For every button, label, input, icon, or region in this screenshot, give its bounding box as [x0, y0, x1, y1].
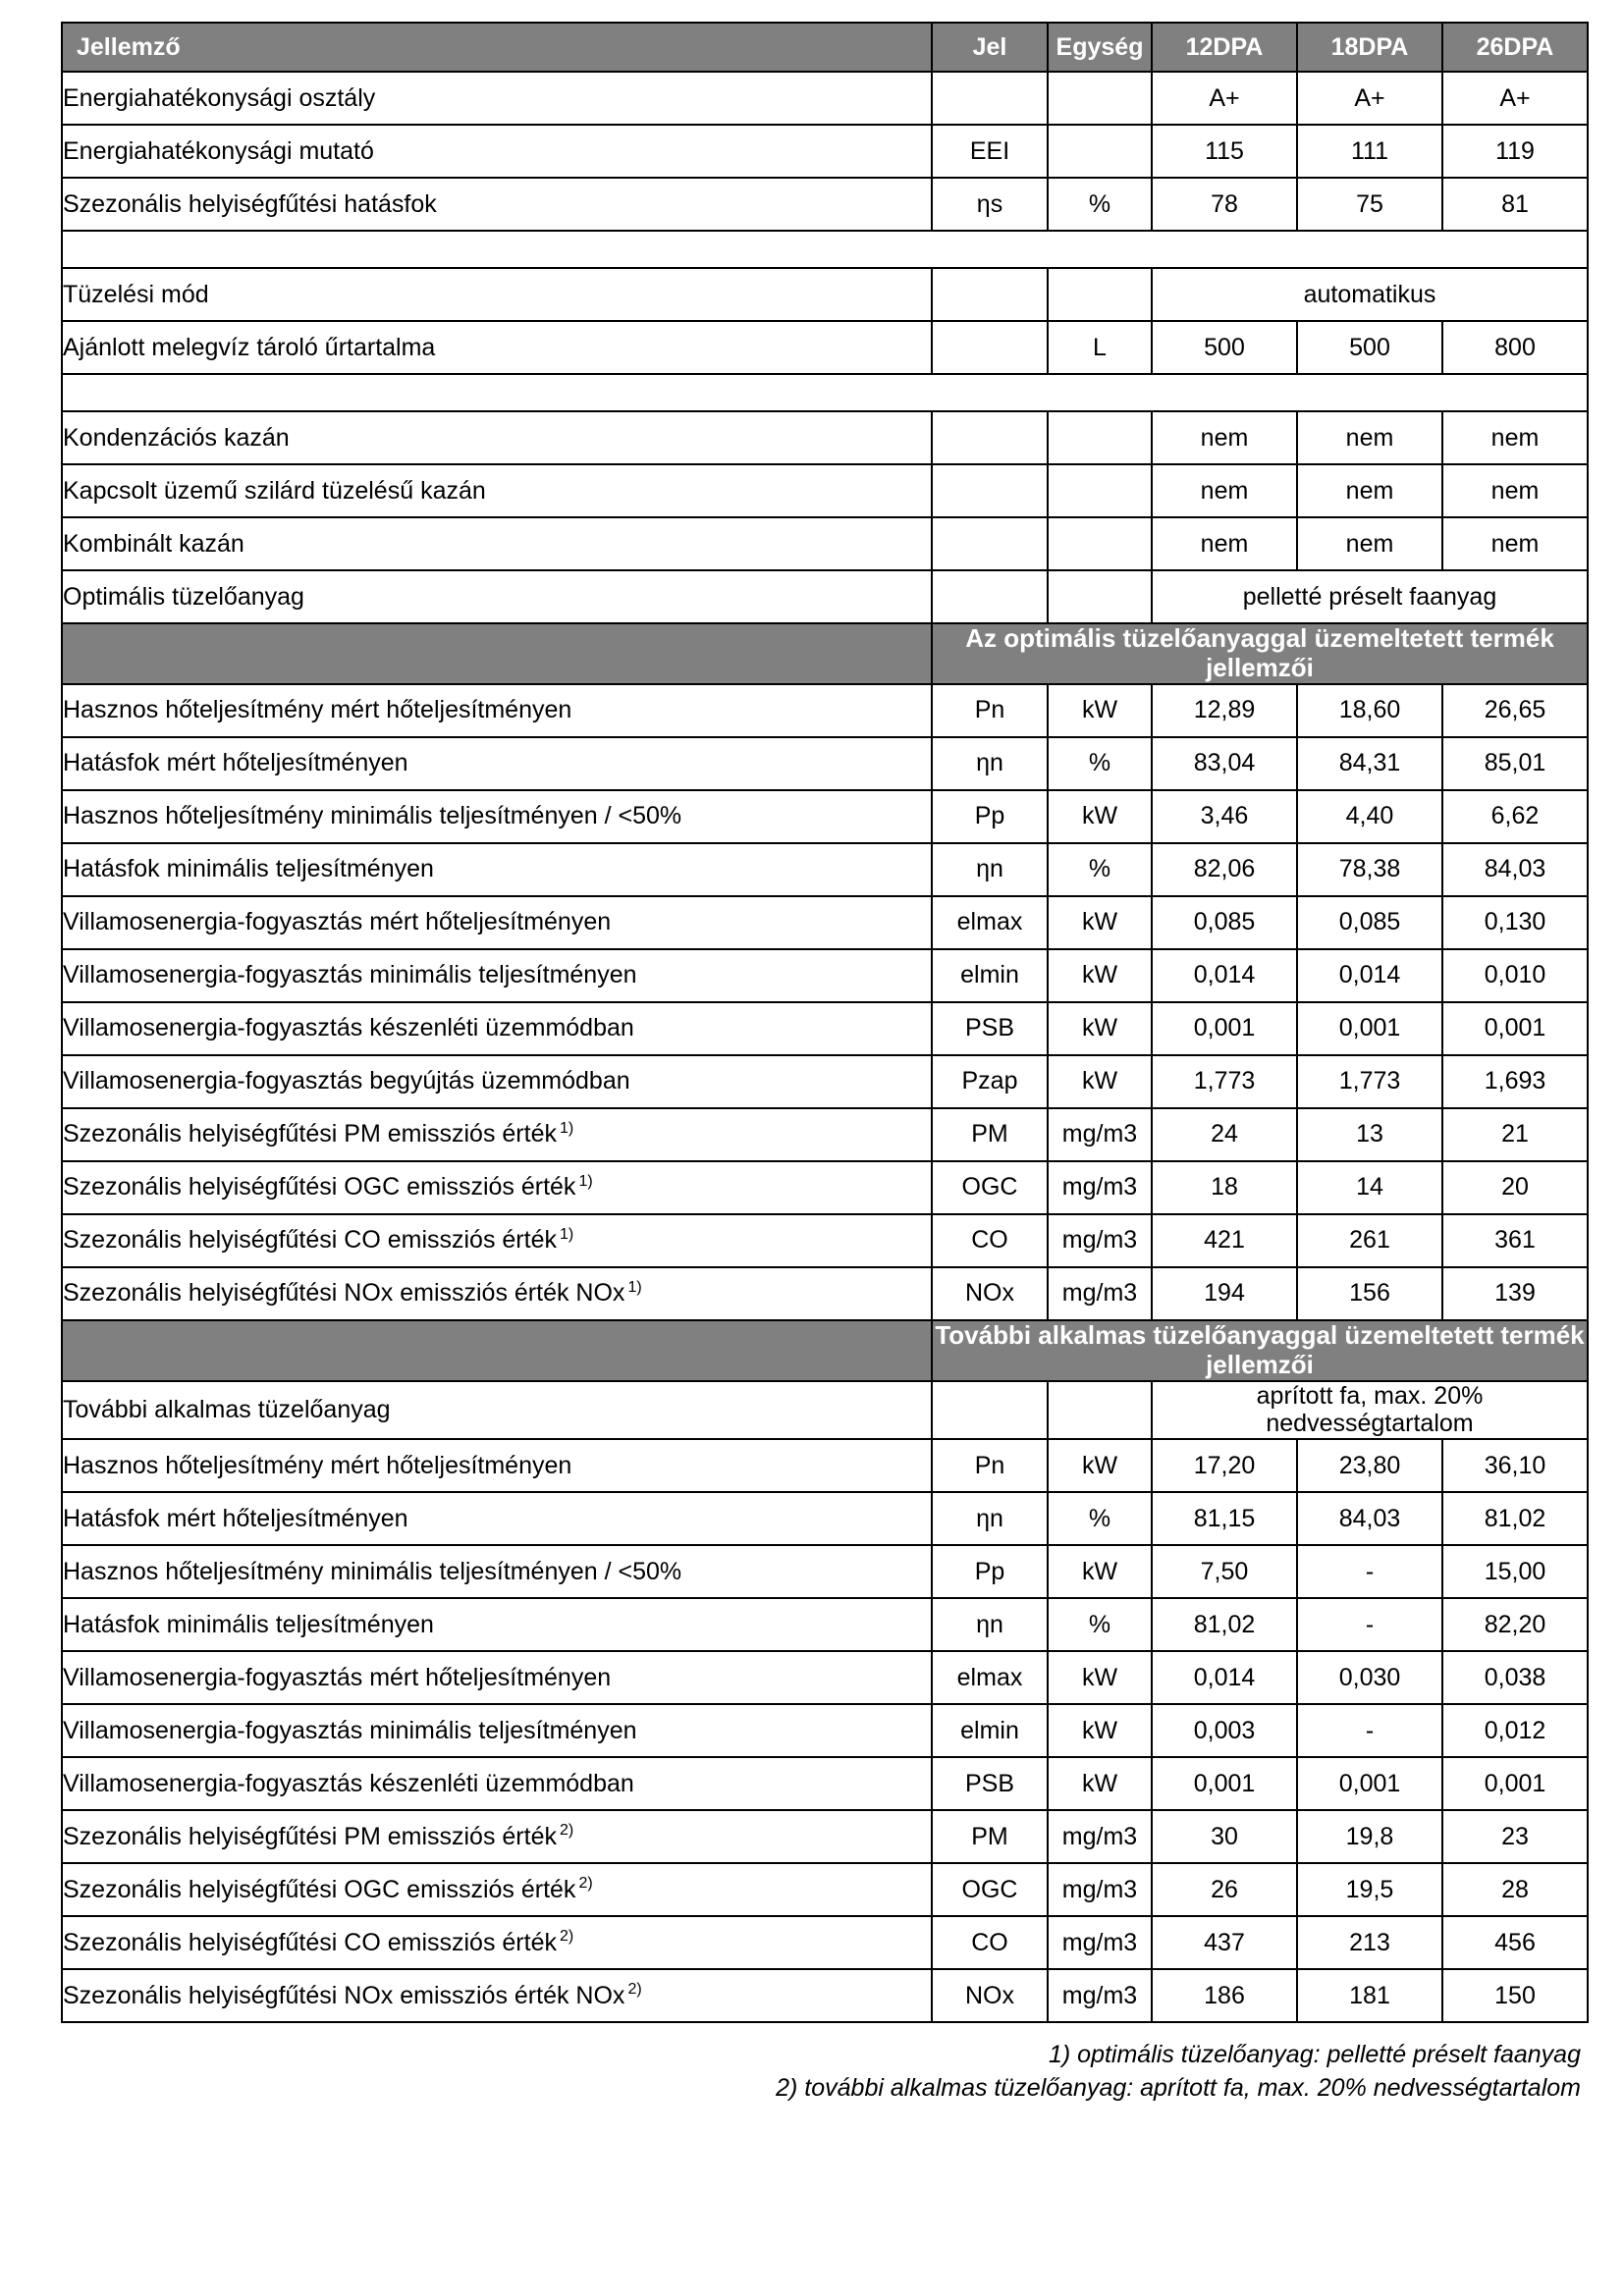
- section-title: További alkalmas tüzelőanyaggal üzemeltetett termék jellemzői: [932, 1320, 1588, 1381]
- spacer-cell: [62, 231, 1588, 268]
- row-unit: kW: [1048, 1439, 1152, 1492]
- row-value-18dpa: 0,001: [1297, 1002, 1442, 1055]
- row-value-12dpa: 500: [1152, 321, 1297, 374]
- row-value-12dpa: 3,46: [1152, 790, 1297, 843]
- row-value-12dpa: nem: [1152, 411, 1297, 464]
- row-value-18dpa: 13: [1297, 1108, 1442, 1161]
- row-value-12dpa: 194: [1152, 1267, 1297, 1320]
- footnote-marker: 2): [559, 1822, 574, 1840]
- row-value-12dpa: 115: [1152, 125, 1297, 178]
- row-unit: L: [1048, 321, 1152, 374]
- column-header-model-18dpa: 18DPA: [1297, 23, 1442, 72]
- row-value-12dpa: 0,085: [1152, 896, 1297, 949]
- row-value-12dpa: 0,014: [1152, 949, 1297, 1002]
- row-value-18dpa: 1,773: [1297, 1055, 1442, 1108]
- section-band-pad: [62, 1320, 932, 1381]
- row-value-18dpa: 75: [1297, 178, 1442, 231]
- row-value-12dpa: 81,15: [1152, 1492, 1297, 1545]
- footnotes: [61, 2039, 1587, 2106]
- table-row: [62, 1969, 1588, 2022]
- row-label: Villamosenergia-fogyasztás minimális teljesítményen: [62, 949, 932, 1002]
- row-value-26dpa: 0,010: [1442, 949, 1588, 1002]
- row-symbol: Pzap: [932, 1055, 1048, 1108]
- row-value-26dpa: 23: [1442, 1810, 1588, 1863]
- footnote-marker: 1): [559, 1226, 574, 1244]
- row-value-26dpa: 21: [1442, 1108, 1588, 1161]
- row-label: Szezonális helyiségfűtési PM emissziós érték $^{1)}$: [62, 1108, 932, 1161]
- table-row: [62, 72, 1588, 125]
- section-header-optimal-fuel: [62, 623, 1588, 684]
- row-unit: mg/m3: [1048, 1161, 1152, 1214]
- table-row: [62, 684, 1588, 737]
- row-unit: kW: [1048, 1651, 1152, 1704]
- row-label: Szezonális helyiségfűtési CO emissziós érték $^{2)}$: [62, 1916, 932, 1969]
- row-symbol: NOx: [932, 1267, 1048, 1320]
- table-row: [62, 1161, 1588, 1214]
- table-row: [62, 517, 1588, 570]
- spacer-row: [62, 374, 1588, 411]
- row-symbol: NOx: [932, 1969, 1048, 2022]
- row-unit: mg/m3: [1048, 1810, 1152, 1863]
- footnote-2: 2) további alkalmas tüzelőanyag: aprított fa, max. 20% nedvességtartalom: [776, 2073, 1581, 2102]
- row-value-12dpa: A+: [1152, 72, 1297, 125]
- column-header-symbol: Jel: [932, 23, 1048, 72]
- table-row: [62, 411, 1588, 464]
- row-value-26dpa: 81,02: [1442, 1492, 1588, 1545]
- row-unit: [1048, 72, 1152, 125]
- table-row: [62, 125, 1588, 178]
- row-value-18dpa: 0,030: [1297, 1651, 1442, 1704]
- row-unit: kW: [1048, 949, 1152, 1002]
- row-symbol: elmin: [932, 1704, 1048, 1757]
- row-label: Szezonális helyiségfűtési NOx emissziós érték NOx $^{2)}$: [62, 1969, 932, 2022]
- product-spec-table: [61, 22, 1589, 2023]
- table-row: [62, 1704, 1588, 1757]
- row-symbol: PSB: [932, 1002, 1048, 1055]
- row-label: Ajánlott melegvíz tároló űrtartalma: [62, 321, 932, 374]
- row-symbol: ηn: [932, 1598, 1048, 1651]
- row-unit: [1048, 125, 1152, 178]
- row-label: Hatásfok minimális teljesítményen: [62, 1598, 932, 1651]
- row-symbol: Pn: [932, 684, 1048, 737]
- row-value-12dpa: 12,89: [1152, 684, 1297, 737]
- row-value-12dpa: 0,014: [1152, 1651, 1297, 1704]
- table-row: [62, 1439, 1588, 1492]
- row-value-12dpa: 26: [1152, 1863, 1297, 1916]
- row-value-26dpa: 0,130: [1442, 896, 1588, 949]
- row-value-18dpa: 19,8: [1297, 1810, 1442, 1863]
- row-label: Villamosenergia-fogyasztás készenléti üzemmódban: [62, 1002, 932, 1055]
- row-unit: kW: [1048, 896, 1152, 949]
- row-unit: %: [1048, 843, 1152, 896]
- row-symbol: Pn: [932, 1439, 1048, 1492]
- row-merged-value: aprított fa, max. 20% nedvességtartalom: [1152, 1381, 1588, 1440]
- row-value-12dpa: 186: [1152, 1969, 1297, 2022]
- row-value-18dpa: 19,5: [1297, 1863, 1442, 1916]
- row-label: Szezonális helyiségfűtési OGC emissziós érték $^{2)}$: [62, 1863, 932, 1916]
- row-unit: kW: [1048, 684, 1152, 737]
- row-value-26dpa: 0,038: [1442, 1651, 1588, 1704]
- row-symbol: ηn: [932, 843, 1048, 896]
- row-value-12dpa: nem: [1152, 464, 1297, 517]
- row-label: Kombinált kazán: [62, 517, 932, 570]
- row-label: Szezonális helyiségfűtési PM emissziós érték $^{2)}$: [62, 1810, 932, 1863]
- row-symbol: Pp: [932, 1545, 1048, 1598]
- column-header-unit: Egység: [1048, 23, 1152, 72]
- row-unit: %: [1048, 178, 1152, 231]
- table-row: [62, 1598, 1588, 1651]
- table-row: [62, 178, 1588, 231]
- row-unit: mg/m3: [1048, 1214, 1152, 1267]
- row-value-26dpa: nem: [1442, 517, 1588, 570]
- row-label: Szezonális helyiségfűtési OGC emissziós érték $^{1)}$: [62, 1161, 932, 1214]
- row-symbol: PSB: [932, 1757, 1048, 1810]
- row-value-26dpa: A+: [1442, 72, 1588, 125]
- row-value-18dpa: -: [1297, 1598, 1442, 1651]
- row-value-26dpa: 20: [1442, 1161, 1588, 1214]
- row-unit: mg/m3: [1048, 1267, 1152, 1320]
- row-unit: [1048, 268, 1152, 321]
- row-value-26dpa: 82,20: [1442, 1598, 1588, 1651]
- table-row: [62, 737, 1588, 790]
- row-unit: kW: [1048, 790, 1152, 843]
- row-label: Hasznos hőteljesítmény minimális teljesítményen / <50%: [62, 790, 932, 843]
- row-value-12dpa: nem: [1152, 517, 1297, 570]
- table-row: [62, 1108, 1588, 1161]
- row-symbol: CO: [932, 1214, 1048, 1267]
- row-value-12dpa: 82,06: [1152, 843, 1297, 896]
- row-symbol: EEI: [932, 125, 1048, 178]
- row-symbol: [932, 1381, 1048, 1440]
- row-value-26dpa: 1,693: [1442, 1055, 1588, 1108]
- row-unit: mg/m3: [1048, 1108, 1152, 1161]
- row-label: Hatásfok minimális teljesítményen: [62, 843, 932, 896]
- row-value-18dpa: 0,001: [1297, 1757, 1442, 1810]
- row-value-12dpa: 0,003: [1152, 1704, 1297, 1757]
- row-symbol: ηs: [932, 178, 1048, 231]
- row-symbol: [932, 464, 1048, 517]
- table-header: [62, 23, 1588, 72]
- row-value-26dpa: 800: [1442, 321, 1588, 374]
- row-value-18dpa: 261: [1297, 1214, 1442, 1267]
- row-value-18dpa: 111: [1297, 125, 1442, 178]
- row-symbol: [932, 72, 1048, 125]
- row-value-18dpa: nem: [1297, 464, 1442, 517]
- row-value-26dpa: 150: [1442, 1969, 1588, 2022]
- row-value-18dpa: 4,40: [1297, 790, 1442, 843]
- row-unit: [1048, 517, 1152, 570]
- row-unit: kW: [1048, 1704, 1152, 1757]
- row-symbol: PM: [932, 1108, 1048, 1161]
- table-row: [62, 321, 1588, 374]
- row-value-26dpa: 6,62: [1442, 790, 1588, 843]
- row-symbol: elmax: [932, 896, 1048, 949]
- column-header-characteristic: Jellemző: [62, 23, 932, 72]
- row-label: Optimális tüzelőanyag: [62, 570, 932, 623]
- row-label: Energiahatékonysági mutató: [62, 125, 932, 178]
- row-value-26dpa: 361: [1442, 1214, 1588, 1267]
- row-unit: kW: [1048, 1055, 1152, 1108]
- row-value-18dpa: nem: [1297, 411, 1442, 464]
- row-merged-value: automatikus: [1152, 268, 1588, 321]
- row-label: Kapcsolt üzemű szilárd tüzelésű kazán: [62, 464, 932, 517]
- row-value-12dpa: 30: [1152, 1810, 1297, 1863]
- row-value-18dpa: 0,014: [1297, 949, 1442, 1002]
- footnote-marker: 2): [627, 1981, 642, 1999]
- row-value-18dpa: 500: [1297, 321, 1442, 374]
- table-row: [62, 1810, 1588, 1863]
- row-symbol: [932, 411, 1048, 464]
- row-value-18dpa: 0,085: [1297, 896, 1442, 949]
- footnote-marker: 1): [627, 1279, 642, 1297]
- row-unit: %: [1048, 1598, 1152, 1651]
- row-symbol: [932, 517, 1048, 570]
- table-row: [62, 896, 1588, 949]
- table-row: [62, 1545, 1588, 1598]
- row-value-26dpa: nem: [1442, 411, 1588, 464]
- row-value-18dpa: 23,80: [1297, 1439, 1442, 1492]
- row-label: Hatásfok mért hőteljesítményen: [62, 1492, 932, 1545]
- row-label: Szezonális helyiségfűtési CO emissziós érték $^{1)}$: [62, 1214, 932, 1267]
- row-merged-value: pelletté préselt faanyag: [1152, 570, 1588, 623]
- row-label: Hatásfok mért hőteljesítményen: [62, 737, 932, 790]
- row-value-18dpa: 78,38: [1297, 843, 1442, 896]
- row-value-26dpa: 26,65: [1442, 684, 1588, 737]
- row-unit: kW: [1048, 1757, 1152, 1810]
- row-value-18dpa: nem: [1297, 517, 1442, 570]
- row-value-18dpa: 84,31: [1297, 737, 1442, 790]
- row-value-18dpa: 14: [1297, 1161, 1442, 1214]
- spacer-cell: [62, 374, 1588, 411]
- row-symbol: CO: [932, 1916, 1048, 1969]
- row-label: Villamosenergia-fogyasztás készenléti üzemmódban: [62, 1757, 932, 1810]
- table-row: [62, 1214, 1588, 1267]
- row-value-18dpa: 181: [1297, 1969, 1442, 2022]
- column-header-model-26dpa: 26DPA: [1442, 23, 1588, 72]
- table-row: [62, 1002, 1588, 1055]
- row-label: Szezonális helyiségfűtési NOx emissziós érték NOx $^{1)}$: [62, 1267, 932, 1320]
- row-value-18dpa: 84,03: [1297, 1492, 1442, 1545]
- table-row: [62, 268, 1588, 321]
- row-label: Villamosenergia-fogyasztás mért hőteljesítményen: [62, 896, 932, 949]
- row-symbol: OGC: [932, 1863, 1048, 1916]
- table-header-row: [62, 23, 1588, 72]
- table-row: [62, 1492, 1588, 1545]
- row-label: Hasznos hőteljesítmény mért hőteljesítményen: [62, 684, 932, 737]
- footnote-1: 1) optimális tüzelőanyag: pelletté préselt faanyag: [1049, 2041, 1581, 2069]
- row-value-26dpa: 84,03: [1442, 843, 1588, 896]
- row-value-26dpa: 85,01: [1442, 737, 1588, 790]
- row-value-18dpa: -: [1297, 1545, 1442, 1598]
- row-value-12dpa: 17,20: [1152, 1439, 1297, 1492]
- row-value-12dpa: 81,02: [1152, 1598, 1297, 1651]
- table-row: [62, 1916, 1588, 1969]
- row-symbol: Pp: [932, 790, 1048, 843]
- row-value-18dpa: -: [1297, 1704, 1442, 1757]
- row-label: Kondenzációs kazán: [62, 411, 932, 464]
- row-value-12dpa: 421: [1152, 1214, 1297, 1267]
- row-value-26dpa: 0,001: [1442, 1757, 1588, 1810]
- row-value-12dpa: 24: [1152, 1108, 1297, 1161]
- row-value-26dpa: 139: [1442, 1267, 1588, 1320]
- row-symbol: ηn: [932, 1492, 1048, 1545]
- row-unit: [1048, 411, 1152, 464]
- row-value-18dpa: 156: [1297, 1267, 1442, 1320]
- row-unit: [1048, 1381, 1152, 1440]
- row-value-18dpa: 213: [1297, 1916, 1442, 1969]
- table-row: [62, 1757, 1588, 1810]
- row-label: Villamosenergia-fogyasztás minimális teljesítményen: [62, 1704, 932, 1757]
- footnote-marker: 1): [559, 1120, 574, 1138]
- row-symbol: elmin: [932, 949, 1048, 1002]
- row-label: Szezonális helyiségfűtési hatásfok: [62, 178, 932, 231]
- row-value-26dpa: 0,012: [1442, 1704, 1588, 1757]
- row-value-12dpa: 1,773: [1152, 1055, 1297, 1108]
- row-value-12dpa: 437: [1152, 1916, 1297, 1969]
- table-row: [62, 1651, 1588, 1704]
- row-value-26dpa: nem: [1442, 464, 1588, 517]
- row-value-26dpa: 456: [1442, 1916, 1588, 1969]
- row-value-12dpa: 18: [1152, 1161, 1297, 1214]
- row-value-12dpa: 7,50: [1152, 1545, 1297, 1598]
- row-label: Villamosenergia-fogyasztás mért hőteljesítményen: [62, 1651, 932, 1704]
- row-label: További alkalmas tüzelőanyag: [62, 1381, 932, 1440]
- section-header-alternative-fuel: [62, 1320, 1588, 1381]
- row-unit: mg/m3: [1048, 1916, 1152, 1969]
- row-value-12dpa: 78: [1152, 178, 1297, 231]
- row-label: Hasznos hőteljesítmény minimális teljesítményen / <50%: [62, 1545, 932, 1598]
- row-value-26dpa: 28: [1442, 1863, 1588, 1916]
- row-unit: kW: [1048, 1002, 1152, 1055]
- section-title: Az optimális tüzelőanyaggal üzemeltetett termék jellemzői: [932, 623, 1588, 684]
- row-value-26dpa: 119: [1442, 125, 1588, 178]
- row-value-26dpa: 0,001: [1442, 1002, 1588, 1055]
- row-value-12dpa: 0,001: [1152, 1757, 1297, 1810]
- row-unit: [1048, 464, 1152, 517]
- table-body: [62, 72, 1588, 2022]
- row-label: Energiahatékonysági osztály: [62, 72, 932, 125]
- row-value-18dpa: A+: [1297, 72, 1442, 125]
- table-row: [62, 790, 1588, 843]
- column-header-model-12dpa: 12DPA: [1152, 23, 1297, 72]
- row-label: Hasznos hőteljesítmény mért hőteljesítményen: [62, 1439, 932, 1492]
- table-row: [62, 843, 1588, 896]
- table-row: [62, 1381, 1588, 1440]
- row-unit: mg/m3: [1048, 1969, 1152, 2022]
- row-symbol: ηn: [932, 737, 1048, 790]
- row-symbol: [932, 268, 1048, 321]
- row-unit: %: [1048, 737, 1152, 790]
- row-value-12dpa: 83,04: [1152, 737, 1297, 790]
- table-row: [62, 1267, 1588, 1320]
- row-value-12dpa: 0,001: [1152, 1002, 1297, 1055]
- row-label: Villamosenergia-fogyasztás begyújtás üzemmódban: [62, 1055, 932, 1108]
- table-row: [62, 1055, 1588, 1108]
- table-row: [62, 949, 1588, 1002]
- row-symbol: PM: [932, 1810, 1048, 1863]
- footnote-marker: 2): [559, 1928, 574, 1946]
- footnote-marker: 2): [578, 1875, 593, 1893]
- row-unit: [1048, 570, 1152, 623]
- table-row: [62, 464, 1588, 517]
- row-symbol: [932, 570, 1048, 623]
- table-row: [62, 1863, 1588, 1916]
- section-band-pad: [62, 623, 932, 684]
- row-symbol: OGC: [932, 1161, 1048, 1214]
- row-unit: kW: [1048, 1545, 1152, 1598]
- table-row: [62, 570, 1588, 623]
- row-symbol: elmax: [932, 1651, 1048, 1704]
- footnote-marker: 1): [578, 1173, 593, 1191]
- row-unit: %: [1048, 1492, 1152, 1545]
- row-value-18dpa: 18,60: [1297, 684, 1442, 737]
- row-value-26dpa: 81: [1442, 178, 1588, 231]
- spacer-row: [62, 231, 1588, 268]
- row-value-26dpa: 15,00: [1442, 1545, 1588, 1598]
- row-value-26dpa: 36,10: [1442, 1439, 1588, 1492]
- row-unit: mg/m3: [1048, 1863, 1152, 1916]
- row-label: Tüzelési mód: [62, 268, 932, 321]
- row-symbol: [932, 321, 1048, 374]
